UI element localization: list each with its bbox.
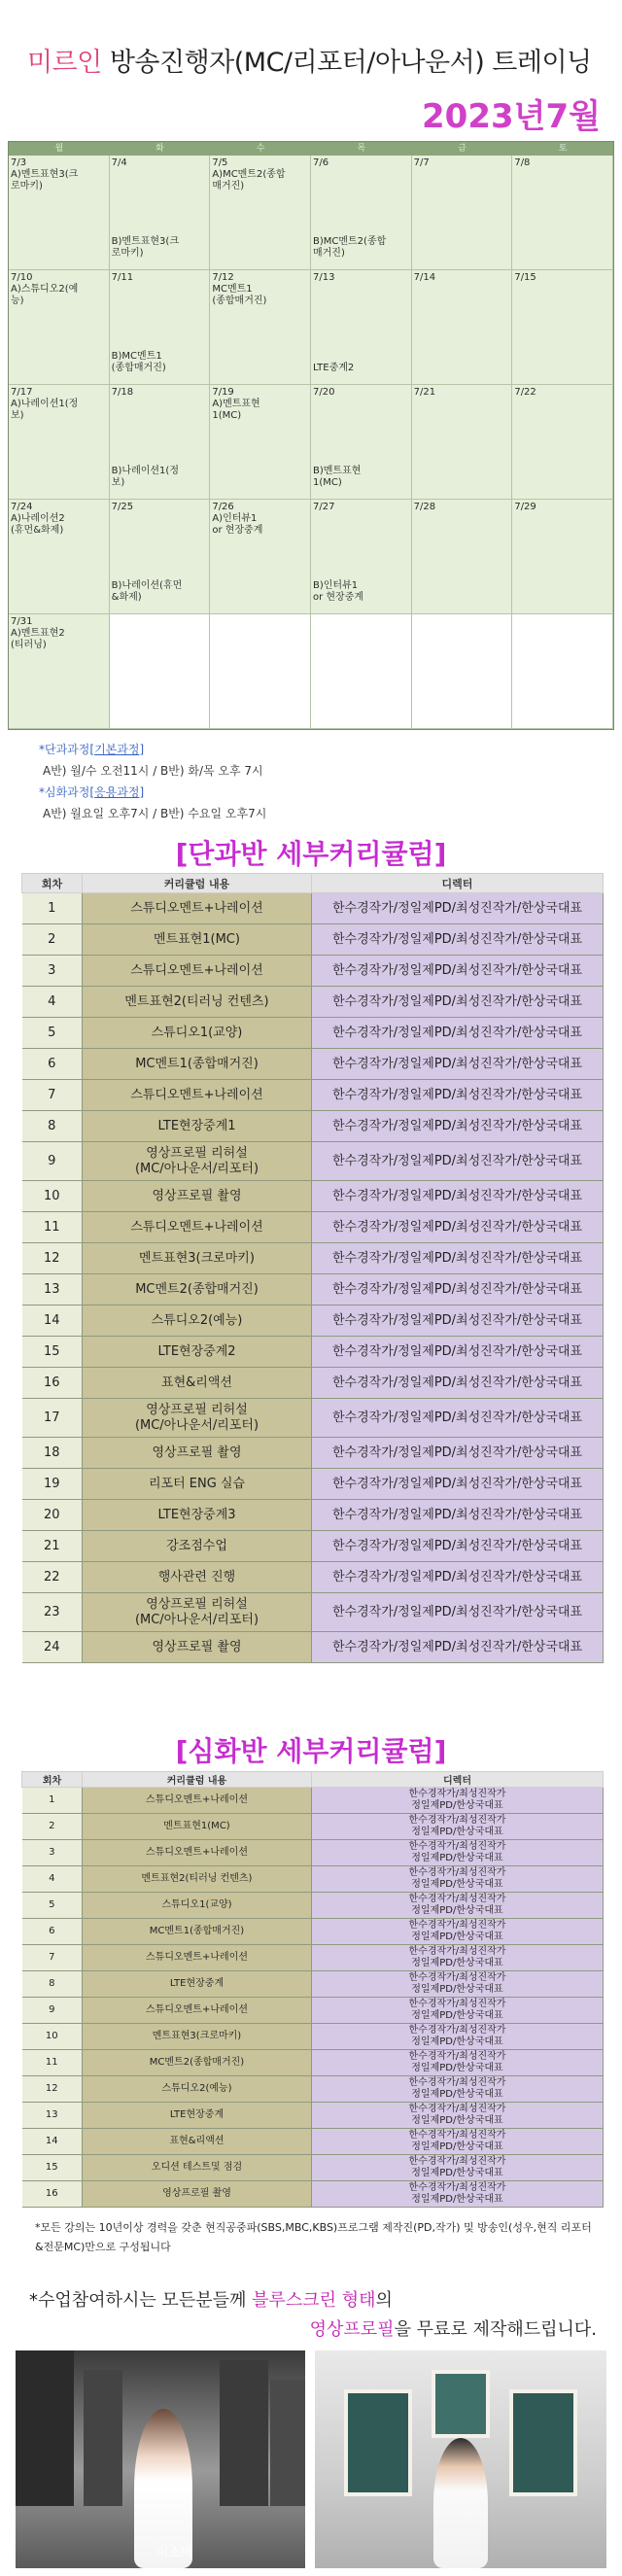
day-date: 7/20: [312, 387, 335, 398]
director-names: 한수경작가/정일제PD/최성진작가/한상국대표: [312, 1080, 604, 1111]
session-number: 2: [22, 1814, 83, 1840]
director-names: 한수경작가/최성진작가 정일제PD/한상국대표: [312, 1919, 604, 1945]
calendar-day-cell: [210, 614, 311, 729]
table-row: [22, 2129, 604, 2155]
director-names: 한수경작가/최성진작가 정일제PD/한상국대표: [312, 1971, 604, 1998]
advanced-course-label: *심화과정[응용과정]: [39, 785, 145, 799]
director-names: 한수경작가/최성진작가 정일제PD/한상국대표: [312, 1998, 604, 2024]
director-names: 한수경작가/정일제PD/최성진작가/한상국대표: [312, 1111, 604, 1142]
curriculum-content: 스튜디오멘트+나레이션: [83, 893, 312, 924]
class-b-session: B)MC멘트1 (종합매거진): [111, 351, 166, 373]
window-shape: [344, 2389, 412, 2496]
calendar-day-cell: [9, 614, 110, 729]
curriculum-content: 멘트표현2(티러닝 컨텐츠): [83, 1866, 312, 1893]
table-row: [22, 2076, 604, 2103]
weekday-2: 수: [256, 144, 265, 154]
calendar-week: [9, 385, 613, 500]
director-names: 한수경작가/정일제PD/최성진작가/한상국대표: [312, 956, 604, 987]
class-b-session: B)멘트표현 1(MC): [312, 466, 362, 488]
curriculum-content: 영상프로필 리허설 (MC/아나운서/리포터): [83, 1142, 312, 1181]
calendar-day-cell: [512, 270, 613, 385]
day-date: 7/25: [111, 502, 134, 512]
class-a-session: A)멘트표현2 (티러닝): [11, 628, 65, 650]
director-names: 한수경작가/정일제PD/최성진작가/한상국대표: [312, 1305, 604, 1337]
session-number: 11: [22, 1212, 83, 1243]
curriculum-content: 스튜디오2(예능): [83, 2076, 312, 2103]
schedule-calendar: [8, 141, 614, 730]
session-number: 19: [22, 1469, 83, 1500]
director-names: 한수경작가/정일제PD/최성진작가/한상국대표: [312, 987, 604, 1018]
day-date: 7/19: [212, 387, 234, 398]
curriculum-content: 스튜디오멘트+나레이션: [83, 1080, 312, 1111]
session-number: 14: [22, 1305, 83, 1337]
session-number: 20: [22, 1500, 83, 1531]
session-number: 5: [22, 1018, 83, 1049]
presenter-figure: [433, 2438, 488, 2568]
curriculum-content: 행사관련 진행: [83, 1562, 312, 1593]
col-curriculum: 커리큘럼 내용: [83, 1772, 312, 1788]
calendar-day-cell: [412, 385, 513, 500]
calendar-day-cell: [210, 270, 311, 385]
calendar-day-cell: [311, 385, 412, 500]
curriculum-content: 표현&리액션: [83, 2129, 312, 2155]
director-names: 한수경작가/최성진작가 정일제PD/한상국대표: [312, 2181, 604, 2208]
calendar-day-cell: [512, 500, 613, 614]
table-row: [22, 1866, 604, 1893]
basic-course-times: A반) 월/수 오전11시 / B반) 화/목 오후 7시: [43, 764, 263, 778]
day-date: 7/8: [514, 157, 531, 168]
curriculum-content: 표현&리액션: [83, 1368, 312, 1399]
calendar-week: [9, 270, 613, 385]
session-number: 4: [22, 1866, 83, 1893]
col-director: 디렉터: [312, 874, 604, 893]
table-row: [22, 1945, 604, 1971]
table-row: [22, 1531, 604, 1562]
director-names: 한수경작가/최성진작가 정일제PD/한상국대표: [312, 1893, 604, 1919]
calendar-day-cell: [210, 385, 311, 500]
director-names: 한수경작가/정일제PD/최성진작가/한상국대표: [312, 1212, 604, 1243]
window-shape: [432, 2370, 490, 2438]
table-row: [22, 2155, 604, 2181]
curriculum-content: 강조점수업: [83, 1531, 312, 1562]
day-date: 7/3: [11, 157, 27, 168]
class-b-session: B)MC멘트2(종합 매거진): [312, 236, 387, 259]
weekday-0: 월: [54, 144, 64, 154]
day-date: 7/18: [111, 387, 134, 398]
table-row: [22, 1919, 604, 1945]
page-title: [27, 41, 592, 79]
day-date: 7/17: [11, 387, 33, 398]
session-number: 13: [22, 2103, 83, 2129]
curriculum-content: 멘트표현1(MC): [83, 1814, 312, 1840]
calendar-day-cell: [9, 500, 110, 614]
director-names: 한수경작가/정일제PD/최성진작가/한상국대표: [312, 1438, 604, 1469]
director-names: 한수경작가/정일제PD/최성진작가/한상국대표: [312, 1274, 604, 1305]
class-a-session: A)MC멘트2(종합 매거진): [212, 169, 286, 191]
curriculum-content: 스튜디오1(교양): [83, 1018, 312, 1049]
profile-photo-female: [16, 2350, 305, 2568]
director-names: 한수경작가/최성진작가 정일제PD/한상국대표: [312, 1788, 604, 1814]
session-number: 4: [22, 987, 83, 1018]
class-b-session: B)멘트표현3(크 로마키): [111, 236, 179, 259]
day-date: 7/4: [111, 157, 127, 168]
curriculum-content: 멘트표현3(크로마키): [83, 1243, 312, 1274]
curriculum-content: 영상프로필 촬영: [83, 1632, 312, 1663]
col-session: 회차: [22, 874, 83, 893]
session-number: 22: [22, 1562, 83, 1593]
curriculum-content: 멘트표현1(MC): [83, 924, 312, 956]
day-date: 7/29: [514, 502, 536, 512]
curriculum-content: 영상프로필 리허설 (MC/아나운서/리포터): [83, 1399, 312, 1438]
director-names: 한수경작가/최성진작가 정일제PD/한상국대표: [312, 2024, 604, 2050]
col-curriculum: 커리큘럼 내용: [83, 874, 312, 893]
calendar-day-cell: [210, 156, 311, 270]
session-number: 6: [22, 1919, 83, 1945]
session-number: 12: [22, 2076, 83, 2103]
director-names: 한수경작가/정일제PD/최성진작가/한상국대표: [312, 1531, 604, 1562]
table-row: [22, 1305, 604, 1337]
session-number: 9: [22, 1998, 83, 2024]
table-row: [22, 893, 604, 924]
session-number: 10: [22, 1181, 83, 1212]
director-names: 한수경작가/정일제PD/최성진작가/한상국대표: [312, 1593, 604, 1632]
table-header-row: [22, 1772, 604, 1788]
director-names: 한수경작가/정일제PD/최성진작가/한상국대표: [312, 893, 604, 924]
basic-course-label: *단과과정[기본과정]: [39, 743, 145, 756]
basic-curriculum-title: [단과반 세부커리큘럼]: [175, 838, 447, 870]
director-names: 한수경작가/정일제PD/최성진작가/한상국대표: [312, 1399, 604, 1438]
calendar-day-cell: [9, 385, 110, 500]
curriculum-content: 스튜디오멘트+나레이션: [83, 1998, 312, 2024]
calendar-day-cell: [110, 500, 211, 614]
calendar-week: [9, 614, 613, 729]
curriculum-content: 스튜디오멘트+나레이션: [83, 1212, 312, 1243]
class-b-session: B)나레이션(휴먼 &화제): [111, 580, 183, 603]
curriculum-content: LTE현장중계: [83, 1971, 312, 1998]
table-row: [22, 2181, 604, 2208]
curriculum-content: 오디션 테스트및 점검: [83, 2155, 312, 2181]
day-date: 7/26: [212, 502, 234, 512]
curriculum-content: 스튜디오멘트+나레이션: [83, 1788, 312, 1814]
calendar-weekday-header: [9, 142, 613, 156]
promo-line-1: *수업참여하시는 모든분들께 블루스크린 형태의: [29, 2290, 393, 2311]
curriculum-content: LTE현장중계3: [83, 1500, 312, 1531]
advanced-course-times: A반) 월요일 오후7시 / B반) 수요일 오후7시: [43, 807, 267, 820]
day-date: 7/11: [111, 272, 134, 283]
day-date: 7/15: [514, 272, 536, 283]
director-names: 한수경작가/최성진작가 정일제PD/한상국대표: [312, 1866, 604, 1893]
building-shape: [16, 2350, 74, 2506]
session-number: 23: [22, 1593, 83, 1632]
class-a-session: A)멘트표현3(크 로마키): [11, 169, 79, 191]
director-names: 한수경작가/최성진작가 정일제PD/한상국대표: [312, 1945, 604, 1971]
day-date: 7/10: [11, 272, 33, 283]
day-date: 7/13: [312, 272, 335, 283]
director-names: 한수경작가/최성진작가 정일제PD/한상국대표: [312, 1840, 604, 1866]
day-date: 7/27: [312, 502, 335, 512]
day-date: 7/7: [413, 157, 430, 168]
director-names: 한수경작가/정일제PD/최성진작가/한상국대표: [312, 1142, 604, 1181]
table-row: [22, 1593, 604, 1632]
calendar-day-cell: [412, 614, 513, 729]
table-row: [22, 2050, 604, 2076]
calendar-day-cell: [512, 156, 613, 270]
table-row: [22, 1181, 604, 1212]
basic-curriculum-table: [21, 873, 604, 1663]
curriculum-content: MC멘트1(종합매거진): [83, 1919, 312, 1945]
calendar-day-cell: [311, 614, 412, 729]
day-date: 7/22: [514, 387, 536, 398]
weekday-1: 화: [156, 144, 164, 154]
month-label: 2023년7월: [422, 97, 601, 136]
promo-line-2: 영상프로필을 무료로 제작해드립니다.: [309, 2319, 597, 2340]
session-number: 10: [22, 2024, 83, 2050]
table-row: [22, 1399, 604, 1438]
col-session: 회차: [22, 1772, 83, 1788]
class-a-session: A)나레이션2 (휴먼&화제): [11, 513, 65, 536]
table-row: [22, 987, 604, 1018]
table-row: [22, 1018, 604, 1049]
calendar-day-cell: [512, 614, 613, 729]
calendar-day-cell: [9, 156, 110, 270]
calendar-week: [9, 156, 613, 270]
instructor-note: *모든 강의는 10년이상 경력을 갖춘 현직공중파(SBS,MBC,KBS)프로그램 제작진(PD,작가) 및 방송인(성우,현직 리포터&전문MC)만으로 구성됩니다: [35, 2221, 592, 2253]
director-names: 한수경작가/정일제PD/최성진작가/한상국대표: [312, 1049, 604, 1080]
calendar-day-cell: [210, 500, 311, 614]
curriculum-content: LTE현장중계: [83, 2103, 312, 2129]
day-date: 7/6: [312, 157, 329, 168]
session-number: 8: [22, 1971, 83, 1998]
weekday-3: 목: [357, 144, 366, 154]
session-number: 1: [22, 1788, 83, 1814]
day-date: 7/14: [413, 272, 436, 283]
curriculum-content: 영상프로필 촬영: [83, 2181, 312, 2208]
director-names: 한수경작가/정일제PD/최성진작가/한상국대표: [312, 1562, 604, 1593]
brand-name: 미르인: [27, 48, 102, 78]
header: [0, 0, 622, 141]
curriculum-content: MC멘트1(종합매거진): [83, 1049, 312, 1080]
director-names: 한수경작가/최성진작가 정일제PD/한상국대표: [312, 2050, 604, 2076]
session-number: 7: [22, 1945, 83, 1971]
class-a-session: A)멘트표현 1(MC): [212, 399, 260, 421]
curriculum-content: 영상프로필 촬영: [83, 1181, 312, 1212]
director-names: 한수경작가/정일제PD/최성진작가/한상국대표: [312, 1243, 604, 1274]
calendar-day-cell: [311, 270, 412, 385]
table-row: [22, 2103, 604, 2129]
class-b-session: B)나레이션1(정 보): [111, 466, 179, 488]
session-number: 21: [22, 1531, 83, 1562]
table-row: [22, 1632, 604, 1663]
curriculum-content: LTE현장중계1: [83, 1111, 312, 1142]
session-number: 3: [22, 956, 83, 987]
director-names: 한수경작가/최성진작가 정일제PD/한상국대표: [312, 2155, 604, 2181]
director-names: 한수경작가/정일제PD/최성진작가/한상국대표: [312, 1337, 604, 1368]
session-number: 15: [22, 2155, 83, 2181]
session-number: 15: [22, 1337, 83, 1368]
table-row: [22, 1080, 604, 1111]
curriculum-content: MC멘트2(종합매거진): [83, 2050, 312, 2076]
curriculum-content: MC멘트2(종합매거진): [83, 1274, 312, 1305]
calendar-day-cell: [110, 156, 211, 270]
class-a-session: A)인터뷰1 or 현장중계: [212, 513, 263, 536]
table-row: [22, 1142, 604, 1181]
director-names: 한수경작가/최성진작가 정일제PD/한상국대표: [312, 2076, 604, 2103]
profile-photo-male: [315, 2350, 606, 2568]
table-row: [22, 956, 604, 987]
table-header-row: [22, 874, 604, 893]
table-row: [22, 1049, 604, 1080]
director-names: 한수경작가/정일제PD/최성진작가/한상국대표: [312, 1469, 604, 1500]
session-number: 5: [22, 1893, 83, 1919]
session-number: 6: [22, 1049, 83, 1080]
table-row: [22, 1971, 604, 1998]
day-date: 7/28: [413, 502, 436, 512]
curriculum-content: 스튜디오멘트+나레이션: [83, 1840, 312, 1866]
table-row: [22, 1469, 604, 1500]
weekday-4: 금: [458, 144, 466, 154]
session-number: 12: [22, 1243, 83, 1274]
table-row: [22, 1111, 604, 1142]
curriculum-content: 영상프로필 촬영: [83, 1438, 312, 1469]
session-number: 24: [22, 1632, 83, 1663]
session-number: 1: [22, 893, 83, 924]
calendar-day-cell: [512, 385, 613, 500]
building-shape: [270, 2380, 305, 2506]
course-info: [39, 739, 266, 824]
session-number: 3: [22, 1840, 83, 1866]
table-row: [22, 1500, 604, 1531]
day-date: 7/21: [413, 387, 436, 398]
table-row: [22, 1840, 604, 1866]
curriculum-content: 멘트표현3(크로마키): [83, 2024, 312, 2050]
calendar-day-cell: [110, 385, 211, 500]
table-row: [22, 1212, 604, 1243]
director-names: 한수경작가/정일제PD/최성진작가/한상국대표: [312, 1500, 604, 1531]
session-number: 14: [22, 2129, 83, 2155]
director-names: 한수경작가/최성진작가 정일제PD/한상국대표: [312, 2129, 604, 2155]
table-row: [22, 1337, 604, 1368]
curriculum-content: 스튜디오2(예능): [83, 1305, 312, 1337]
director-names: 한수경작가/정일제PD/최성진작가/한상국대표: [312, 1632, 604, 1663]
class-a-session: MC멘트1 (종합매거진): [212, 284, 267, 306]
session-number: 13: [22, 1274, 83, 1305]
calendar-day-cell: [110, 270, 211, 385]
calendar-day-cell: [110, 614, 211, 729]
advanced-curriculum-title: [심화반 세부커리큘럼]: [175, 1735, 447, 1767]
curriculum-content: 스튜디오1(교양): [83, 1893, 312, 1919]
director-names: 한수경작가/최성진작가 정일제PD/한상국대표: [312, 1814, 604, 1840]
calendar-day-cell: [311, 156, 412, 270]
curriculum-content: LTE현장중계2: [83, 1337, 312, 1368]
title-text: 방송진행자(MC/리포터/아나운서) 트레이닝: [101, 48, 592, 78]
table-row: [22, 1814, 604, 1840]
session-number: 17: [22, 1399, 83, 1438]
class-b-session: LTE중계2: [312, 363, 355, 373]
director-names: 한수경작가/정일제PD/최성진작가/한상국대표: [312, 1018, 604, 1049]
session-number: 18: [22, 1438, 83, 1469]
table-row: [22, 1998, 604, 2024]
day-date: 7/24: [11, 502, 33, 512]
table-row: [22, 1274, 604, 1305]
col-director: 디렉터: [312, 1772, 604, 1788]
curriculum-content: 스튜디오멘트+나레이션: [83, 956, 312, 987]
session-number: 16: [22, 1368, 83, 1399]
calendar-day-cell: [412, 270, 513, 385]
calendar-week: [9, 500, 613, 614]
director-names: 한수경작가/정일제PD/최성진작가/한상국대표: [312, 924, 604, 956]
calendar-day-cell: [412, 500, 513, 614]
director-names: 한수경작가/최성진작가 정일제PD/한상국대표: [312, 2103, 604, 2129]
table-row: [22, 1368, 604, 1399]
calendar-day-cell: [9, 270, 110, 385]
director-names: 한수경작가/정일제PD/최성진작가/한상국대표: [312, 1181, 604, 1212]
curriculum-content: 영상프로필 리허설 (MC/아나운서/리포터): [83, 1593, 312, 1632]
director-names: 한수경작가/정일제PD/최성진작가/한상국대표: [312, 1368, 604, 1399]
table-row: [22, 2024, 604, 2050]
day-date: 7/5: [212, 157, 228, 168]
class-a-session: A)나레이션1(정 보): [11, 399, 79, 421]
class-a-session: A)스튜디오2(예 능): [11, 284, 79, 306]
table-row: [22, 1243, 604, 1274]
session-number: 11: [22, 2050, 83, 2076]
session-number: 9: [22, 1142, 83, 1181]
table-row: [22, 924, 604, 956]
advanced-curriculum-table: [21, 1771, 604, 2208]
table-row: [22, 1788, 604, 1814]
calendar-day-cell: [412, 156, 513, 270]
building-shape: [84, 2370, 122, 2506]
photo-caption: 이소배: [156, 2546, 193, 2560]
table-row: [22, 1562, 604, 1593]
building-shape: [220, 2360, 268, 2506]
table-row: [22, 1438, 604, 1469]
class-b-session: B)인터뷰1 or 현장중계: [312, 580, 364, 603]
session-number: 2: [22, 924, 83, 956]
table-row: [22, 1893, 604, 1919]
window-shape: [509, 2389, 577, 2496]
curriculum-content: 멘트표현2(티러닝 컨텐츠): [83, 987, 312, 1018]
day-date: 7/12: [212, 272, 234, 283]
weekday-5: 토: [558, 144, 568, 154]
curriculum-content: 스튜디오멘트+나레이션: [83, 1945, 312, 1971]
session-number: 7: [22, 1080, 83, 1111]
calendar-day-cell: [311, 500, 412, 614]
session-number: 16: [22, 2181, 83, 2208]
day-date: 7/31: [11, 616, 33, 627]
session-number: 8: [22, 1111, 83, 1142]
curriculum-content: 리포터 ENG 실습: [83, 1469, 312, 1500]
